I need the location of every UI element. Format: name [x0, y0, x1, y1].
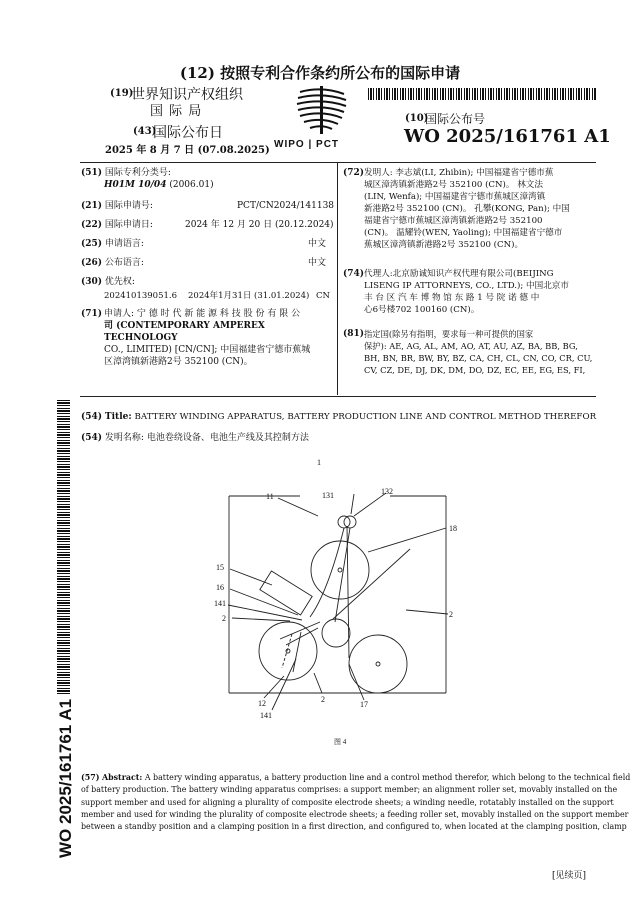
continued-label: [见续页] — [552, 871, 587, 881]
field-51: (51) 国际专利分类号: — [81, 168, 171, 178]
org-code: (19) — [110, 88, 134, 99]
label-18: 18 — [449, 524, 457, 533]
field-72-code: (72) — [343, 168, 365, 178]
pubdate-code: (43) — [133, 126, 157, 137]
field-30-country: CN — [316, 291, 330, 301]
pubno-code: (10) — [405, 113, 429, 124]
field-22-value: 2024 年 12 月 20 日 (20.12.2024) — [185, 220, 334, 230]
fig-ref-1: 1 — [317, 458, 321, 467]
org-name: 世界知识产权组织 — [131, 87, 243, 103]
label-12: 12 — [258, 699, 266, 708]
field-30-date: 2024年1月31日 (31.01.2024) — [188, 291, 310, 301]
field-71-code: (71) — [81, 309, 103, 319]
field-30-number: 202410139051.6 — [104, 291, 178, 301]
figure-4-drawing — [200, 452, 480, 752]
fields-divider — [80, 396, 596, 397]
label-2c: 2 — [321, 695, 325, 704]
field-74-agent: 代理人:北京励诚知识产权代理有限公司(BEIJING LISENG IP ATTORNEYS, CO., LTD.); 中国北京市 丰 台 区 汽 车 博 物 馆 东 路 1 号 院 诺 德 中 心6号楼702 100160 (CN)。 — [364, 269, 569, 315]
figure-caption: 图 4 — [334, 738, 347, 746]
barcode-top — [368, 88, 596, 100]
field-26: (26) 公布语言: — [81, 258, 144, 268]
org-bureau: 国 际 局 — [150, 104, 203, 119]
field-30: (30) 优先权: — [81, 277, 135, 287]
field-22: (22) 国际申请日: — [81, 220, 153, 230]
label-15: 15 — [216, 563, 224, 572]
label-141b: 141 — [260, 711, 272, 720]
roller-12 — [259, 622, 317, 680]
field-21: (21) 国际申请号: — [81, 201, 153, 211]
field-25: (25) 申请语言: — [81, 239, 144, 249]
field-74-code: (74) — [343, 269, 365, 279]
abstract: (57) Abstract: A battery winding apparatus, a battery production line and a control method therefor, which belong to the technical field of battery production. The battery winding apparatus comprises: a support member; an alignment roller set, movably installed on the support member and used for aligning a plurality of composite electrode sheets; a winding needle, rotatably installed on the support member and used for winding the plurality of composite electrode sheets; a feeding roller set, movably installed on the support member between a standby position and a clamping position in a first direction, and configured to, when located at the clamping position, clamp — [81, 773, 631, 832]
title-chinese: (54) 发明名称: 电池卷绕设备、电池生产线及其控制方法 — [81, 433, 309, 443]
side-publication-number: WO 2025/161761 A1 — [56, 698, 75, 858]
field-21-value: PCT/CN2024/141138 — [237, 201, 335, 211]
label-11: 11 — [266, 492, 274, 501]
barcode-side — [57, 398, 70, 694]
label-132: 132 — [381, 487, 393, 496]
label-2b: 2 — [449, 610, 453, 619]
field-71-applicant: 申请人: 宁 德 时 代 新 能 源 科 技 股 份 有 限 公 司 (CONTEMPORARY AMPEREX TECHNOLOGY CO., LIMITED) [CN/CN]; 中国福建省宁德市蕉城 区漳湾镇新港路2号 352100 (CN)。 — [104, 309, 311, 367]
label-2a: 2 — [222, 614, 226, 623]
wipo-pct-label: WIPO | PCT — [274, 139, 340, 150]
field-25-value: 中文 — [308, 239, 327, 249]
label-141a: 141 — [214, 599, 226, 608]
pubdate-label: 国际公布日 — [153, 125, 223, 141]
label-131: 131 — [322, 491, 334, 500]
pubno-value: WO 2025/161761 A1 — [404, 126, 611, 147]
header-divider — [80, 162, 596, 163]
winding-unit-15 — [260, 571, 312, 615]
field-26-value: 中文 — [308, 258, 327, 268]
field-51-value: H01M 10/04 (2006.01) — [104, 180, 214, 190]
label-17: 17 — [360, 700, 368, 709]
column-divider — [337, 163, 338, 395]
field-81-designated-states: 指定国(除另有指明，要求每一种可提供的国家 保护): AE, AG, AL, AM, AO, AT, AU, AZ, BA, BB, BG, BH, BN, BR, BW, BY, BZ, CA, CH, CL, CN, CO, CR, CU, CV, CZ, DE, DJ, DK, DM, DO, DZ, EC, EE, EG, ES, FI, — [364, 329, 593, 375]
pubdate-value: 2025 年 8 月 7 日 (07.08.2025) — [105, 145, 270, 156]
document-type: (12) 按照专利合作条约所公布的国际申请 — [179, 64, 461, 82]
field-81-code: (81) — [343, 329, 365, 339]
pubno-label: 国际公布号 — [425, 112, 486, 126]
title-english: (54) Title: BATTERY WINDING APPARATUS, BATTERY PRODUCTION LINE AND CONTROL METHOD THEREFOR — [81, 412, 597, 422]
field-72-inventors: 发明人: 李志斌(LI, Zhibin); 中国福建省宁德市蕉 城区漳湾镇新港路2号 352100 (CN)。 林文法 (LIN, Wenfa); 中国福建省宁德市蕉城区漳湾镇 新港路2号 352100 (CN)。 孔攀(KONG, Pan); 中国 福建省宁德市蕉城区漳湾镇新港路2号 352100 (CN)。 温耀铃(WEN, Yaoling); 中国福建省宁德市 蕉城区漳湾镇新港路2号 352100 (CN)。 — [364, 168, 570, 250]
roller-2 — [322, 619, 350, 647]
label-16: 16 — [216, 583, 224, 592]
